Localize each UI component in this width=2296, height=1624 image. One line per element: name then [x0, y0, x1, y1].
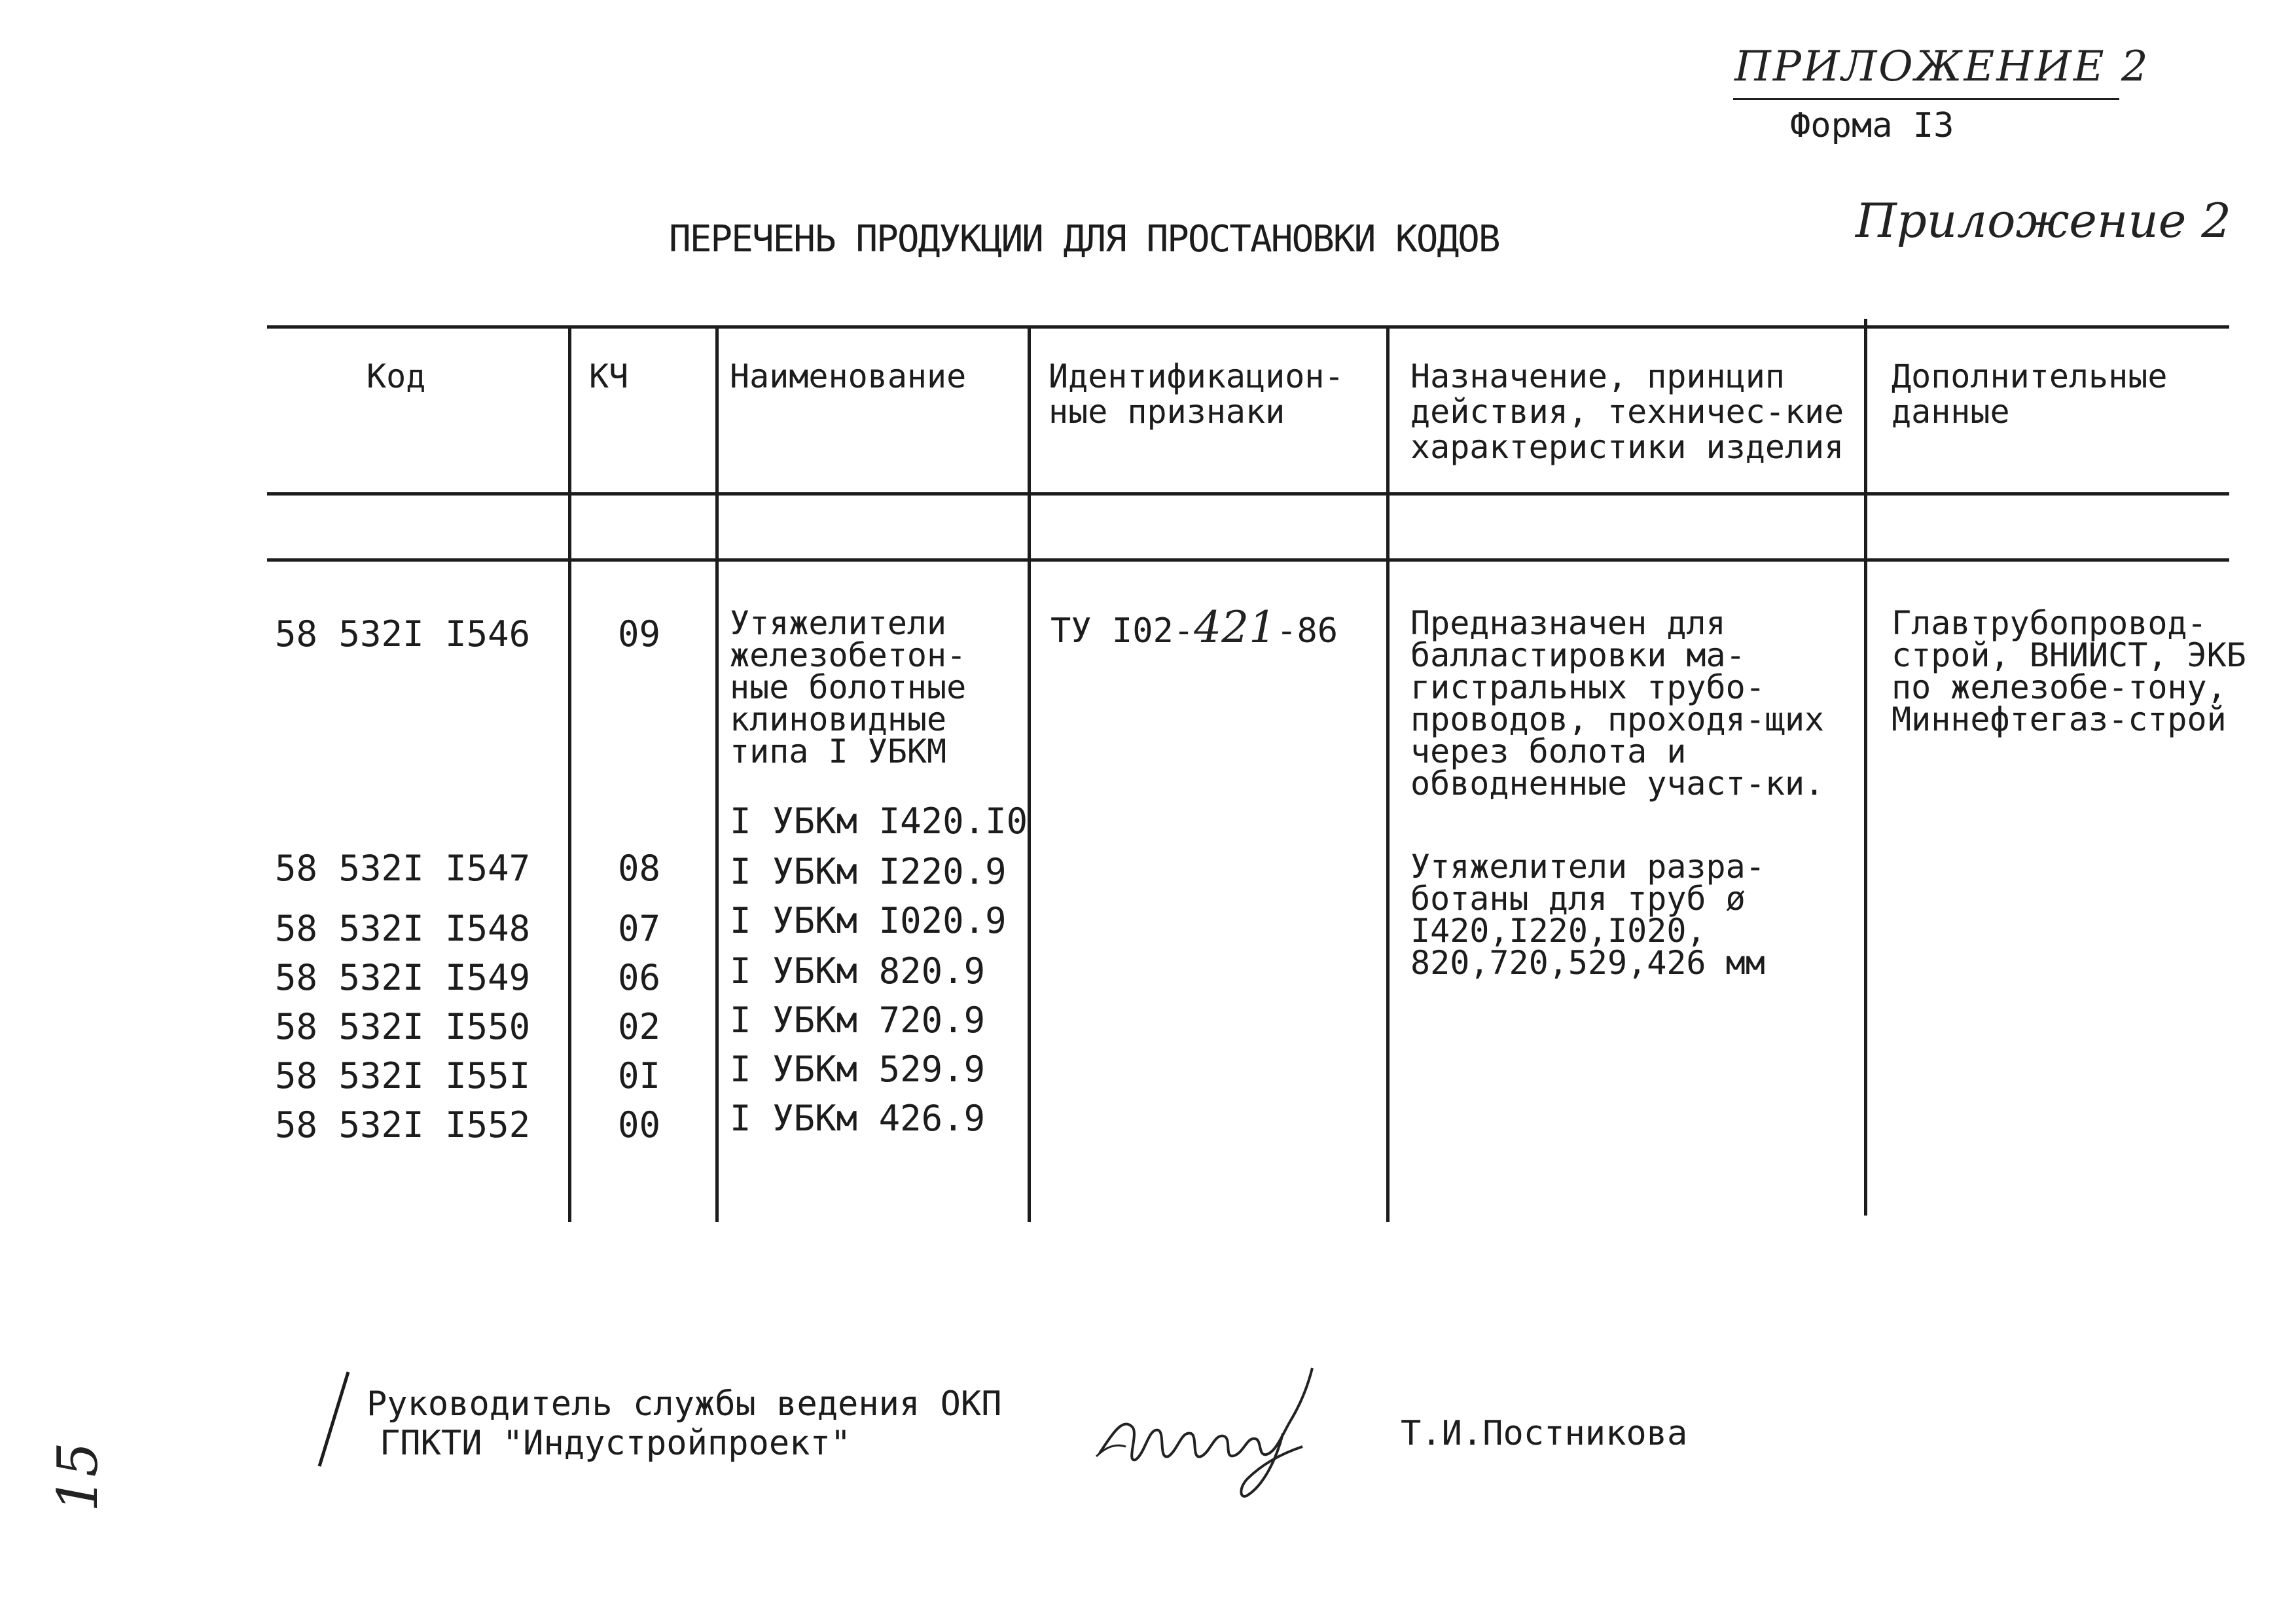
table-top-border [267, 325, 2229, 329]
item-name: I УБКм 426.9 [730, 1098, 986, 1139]
item-name: I УБКм I420.I0 [730, 801, 1028, 842]
page-title: ПЕРЕЧЕНЬ ПРОДУКЦИИ ДЛЯ ПРОСТАНОВКИ КОДОВ [669, 218, 1499, 261]
item-kch: 08 [618, 848, 661, 889]
item-code: 58 532I I552 [275, 1104, 531, 1146]
item-kch: 00 [618, 1104, 661, 1146]
item-kch: 02 [618, 1006, 661, 1047]
header-extra: Дополнительные данные [1892, 357, 2168, 431]
appendix-handwritten-top: ПРИЛОЖЕНИЕ 2 [1734, 43, 2150, 91]
ident-suffix: -86 [1276, 611, 1338, 651]
row-purpose: Предназначен для балластировки ма-гистральных трубо-проводов, проходя-щих через болота и обводненные участ-ки. [1410, 604, 1825, 803]
footer-role-line1: Руководитель службы ведения ОКП [367, 1384, 1002, 1424]
ident-prefix: ТУ I02- [1050, 611, 1194, 651]
item-code: 58 532I I547 [275, 848, 531, 889]
item-code: 58 532I I550 [275, 1006, 531, 1047]
row-code: 58 532I I546 [275, 613, 531, 655]
item-name: I УБКм I020.9 [730, 900, 1007, 941]
item-kch: 07 [618, 908, 661, 949]
col-divider-3 [1028, 325, 1031, 1222]
item-code: 58 532I I548 [275, 908, 531, 949]
header-purpose: Назначение, принцип действия, техничес-кие характеристики изделия [1410, 357, 1844, 466]
row-purpose-2: Утяжелители разра-ботаны для труб ø I420,I220,I020, 820,720,529,426 мм [1410, 848, 1765, 982]
ident-handwritten: 421 [1194, 602, 1277, 653]
item-kch: 0I [618, 1055, 661, 1096]
col-divider-1 [568, 325, 571, 1222]
appendix-handwritten-right: Приложение 2 [1856, 193, 2231, 248]
item-name: I УБКм I220.9 [730, 851, 1007, 892]
row-kch: 09 [618, 613, 661, 655]
header-bottom-border [267, 492, 2229, 496]
row-ident [1050, 602, 1338, 653]
appendix-underline [1733, 98, 2119, 100]
item-code: 58 532I I549 [275, 957, 531, 998]
col-divider-5 [1864, 319, 1867, 1216]
row-name: Утяжелители железобетон-ные болотные клиновидные типа I УБКМ [730, 604, 967, 770]
footer-signer: Т.И.Постникова [1401, 1414, 1688, 1453]
item-name: I УБКм 720.9 [730, 1000, 986, 1041]
item-name: I УБКм 529.9 [730, 1049, 986, 1090]
signature [1086, 1355, 1335, 1506]
slash-mark [314, 1368, 353, 1473]
header-ident: Идентификацион-ные признаки [1049, 357, 1344, 431]
item-code: 58 532I I55I [275, 1055, 531, 1096]
col-divider-2 [715, 325, 719, 1222]
form-label: Форма I3 [1790, 106, 1954, 145]
header-code: Код [367, 357, 426, 395]
body-top-border [267, 558, 2229, 562]
row-extra: Главтрубопровод-строй, ВНИИСТ, ЭКБ по железобе-тону, Миннефтегаз-строй [1892, 604, 2246, 738]
footer-role-line2: ГПКТИ "Индустройпроект" [380, 1424, 852, 1463]
col-divider-4 [1386, 325, 1390, 1222]
page-number-handwritten: 15 [46, 1442, 110, 1512]
item-kch: 06 [618, 957, 661, 998]
header-kch: КЧ [589, 357, 629, 395]
item-name: I УБКм 820.9 [730, 950, 986, 992]
header-name: Наименование [730, 357, 967, 395]
